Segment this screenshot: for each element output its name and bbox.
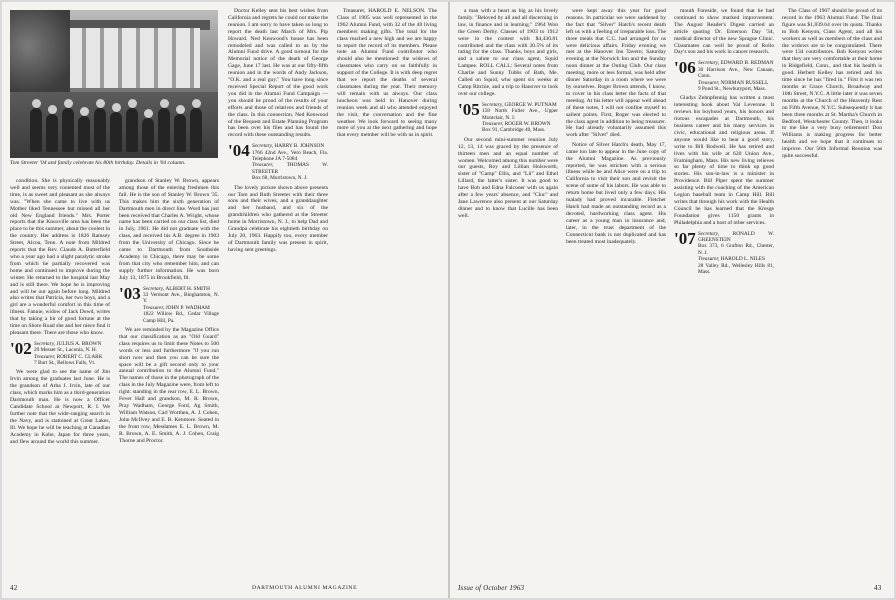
- photo-caption: Tom Streeter '04 and family celebrate his 80th birthday. Details in '04 column.: [10, 160, 186, 166]
- secretary-address: 1766 42nd Ave., Vero Beach, Fla. Telephone JA 7-5084: [252, 149, 328, 163]
- right-column-4: [782, 8, 882, 578]
- left-column-3: [228, 8, 328, 578]
- treasurer-address: 1822 Willow Rd., Cedar Village Camp Hill, Pa.: [143, 311, 219, 324]
- treasurer-address: 9 Pond St., Newburyport, Mass.: [698, 85, 766, 92]
- left-page-number: 42: [10, 584, 18, 592]
- class-year: '02: [10, 338, 32, 358]
- treasurer-address: 28 Valley Rd., Wellesley Hills 81, Mass.: [698, 262, 774, 276]
- article-text: were kept away this year for good reasons. In particular we were saddened by the fact that "Silver" Hatch's recent death left us with a feeling of irreparable loss. The three meals that C.C. had arranged for us were delicious affairs. Friday evening we met at the Hanover Inn Tavern; Saturday evening at the Norwich Inn and the Sunday noon dinner at the Outing Club. Our class meeting, more or less formal, was held after dinner Saturday in a room where we were by ourselves. Roger Brown attends, I know, to cover in his class letter the facts of that meeting. At his letter will appear well ahead of these notes, I will not confine myself to salient points. First, Roger was elected to the class agent in addition to being treasurer. He had already voluntarily assumed this work after "Silver" died.: [566, 8, 666, 139]
- article-text: Doctor Kelley sent his best wishes from California and regrets he could not make the reunion. I am sorry to have taken so long to report the death last March of Mrs. Pip Howard. Ned Kenwood's house has been remodeled and was called to us by the Alumni Fund drive. A good turnout for the Memorial notice of the death of George Gage, June 17 last. He was at our fifty-fifth reunion and in the words of Andy Jackson, "O.K. and a real guy." You have long since received Special Report of the good work you did in the Alumni Fund Campaign — you should be proud of the results of your efforts and those of relatives and friends of the class. In this connection, Ned Kenwood of the Bequest and Estate Planning Program has been over his files and has found the record with these outstanding results.: [228, 8, 328, 139]
- magazine-spread: [2, 2, 894, 598]
- treasurer-name: ROBERT C. CLARK: [56, 353, 103, 360]
- article-text: Treasurer, HAROLD E. NELSON. The Class of 1905 was well represented in the 1962 Alumni Fund, with 32 of the 40 living members making gifts. The total for the class reached a new high and we are happy to report the record of its members. Please note an Alumni Fund contributor who should also be mentioned: the widows of classmates who carry on so faithfully in support of the College. It is with deep regret that we report the deaths of several classmates during the year. Their memory will remain with us always. Our class luncheon was held in Hanover during reunion week and all who attended enjoyed the visit, the conversation and the fine weather. We look forward to seeing many more of you at the next gathering and hope that every member will be with us in spirit.: [337, 8, 437, 139]
- right-column-2: [566, 8, 666, 578]
- class-header-06: '06 Secretary, EDWARD B. REDMAN 30 Harrison Ave., New Canaan, Conn. Treasurer, NORMAN RUSSELL 9 Pond St., Newburyport, Mass.: [674, 58, 774, 92]
- left-column-2: [119, 178, 219, 578]
- secretary-name: EDWARD B. REDMAN: [720, 60, 774, 67]
- secretary-name: GEORGE W. PUTNAM: [504, 101, 557, 108]
- treasurer-address: 7 Burt St., Bellows Falls, Vt.: [34, 360, 96, 367]
- class-year: '06: [674, 58, 696, 78]
- class-year: '07: [674, 228, 696, 248]
- class-header-05: '05 Secretary, GEORGE W. PUTNAM 158 North Fuller Ave., Upper Montclair, N. J. Treasurer, ROGER W. BROWN Box 91, Cambridge 40, Mass.: [458, 99, 558, 134]
- treasurer-name: NORMAN RUSSELL: [720, 79, 769, 86]
- secretary-address: 33 Vermont Ave., Binghamton, N. Y.: [143, 292, 219, 305]
- page-gutter: [448, 2, 450, 598]
- article-text: a man with a heart as big as his lovely family. "Beloved by all and all discerning in law, in finance and in learning." 1964 Won the Green Derby. Classes of 1903 to 1912 were in the contest with $4,430.81 contributed and the class with 30.5% of its rating for the class. Thanks, boys and girls, and a salute to our class agent, Squid Lampee. ROLL CALL: Several notes from Charlie and Sunny Tubbs of Bath, Me. Called on Squid, who spent six weeks at Camp Ritchie, and a trip to Hanover to look over our college.: [458, 8, 558, 97]
- right-issue-line: Issue of October 1963: [458, 584, 525, 592]
- secretary-address: Box 373, 6 Grafton Rd., Chester, N. J.: [698, 243, 774, 256]
- article-text: We are reminded by the Magazine Office that our classification as an "Old Guard" class requires us to limit these Notes to 500 words or less and furthermore "if you run short now and then you can be sure the space will be a gift second only to your annual contribution to the Alumni Fund." The names of those in the photograph of the class in the July Magazine were, from left to right: standing in the rear row, E. L. Brown, Fever Hall and grandson, M. R. Brown, Pray Wadham, George Ford, Ag Smith, William Watson, Carl Worthen, A. J. Cohen, John McIlvey and E. B. Kenmore. Seated in the front row, Mesdames E. L. Brown, M. R. Brown, A. E. Smith, A. J. Cohen, Craig Thorne and Proctor.: [119, 327, 219, 444]
- article-text: Notice of Silver Hatch's death, May 17, came too late to appear in the June copy of the Alumni Magazine. As previously reported, he was stricken with a serious illness while he and Alice were on a trip to California to visit their son and revisit the scene of some of his labors. He was able to return home but lived only a few days. His malady had proved incurable. Fletcher Hatch had made an outstanding record as a devoted, hardworking class agent. His career as a young man in insurance and, later, in the trust department of the Connecticut bank is not duplicated and has been treated most inadequately.: [566, 141, 666, 245]
- right-column-1: [458, 8, 558, 578]
- class-photo: [10, 10, 218, 158]
- left-column-4: [337, 8, 437, 578]
- treasurer-address: Box 68, Morristown, N. J.: [252, 175, 308, 182]
- left-column-1: [10, 178, 110, 578]
- treasurer-address: Box 91, Cambridge 40, Mass.: [482, 127, 546, 134]
- secretary-name: ALBERT H. SMITH: [165, 285, 210, 292]
- right-page-number: 43: [874, 584, 882, 592]
- article-text: Our second mini-summer reunion July 12, 13, 14 was graced by the presence of thirteen men and an equal number of women. Welcomed among this number were our guests, Roy and Lillian Holsworth, sister of "Camp" Ellis, and "Lil" and Ethel Lillard, the latter's sister. It was good to have Bob and Edna Falconer with us again after a few years' absence, and "Cluc" and Jane Lawrence also present at our Saturday dinner and to know that Lucille has been well.: [458, 136, 558, 219]
- class-year: '04: [228, 141, 250, 161]
- class-header-03: '03 Secretary, ALBERT H. SMITH 33 Vermont Ave., Binghamton, N. Y. Treasurer, JOHN P. WADHAM 1822 Willow Rd., Cedar Village Camp Hill, Pa.: [119, 283, 219, 324]
- class-header-07: '07 Secretary, RONALD W. GREENSTEIN Box 373, 6 Grafton Rd., Chester, N. J. Treasurer, HAROLD L. NILES 28 Valley Rd., Wellesley Hills 81, Mass.: [674, 228, 774, 276]
- secretary-address: 29 Messer St., Laconia, N. H.: [34, 347, 97, 354]
- article-text: The lovely picture shown above presents our Tom and Ruth Streeter with their three sons and their wives, and a granddaughter and her husband, and six of the grandchildren who gathered at the Streeter home in Morristown, N. J., to help Dad and Grandpa celebrate his eightieth birthday on July 20, 1963. Happily too, every member of Dartmouth family was present in spirit, having sent greetings.: [228, 184, 328, 253]
- article-text: We were glad to see the name of Jim Irvin among the graduates last June. He is the grandson of Arba J. Irvin, late of our class, which marks him as a third-generation Dartmouth man. He is now a Officer Candidate School at Newport, R. I. We further note that the wide-ranging search in the Navy, and is stationed at Great Lakes, Ill. We hope he will be teaching at Canadian Academy in Kobe, Japan for three years, and flew around the world this summer.: [10, 369, 110, 445]
- class-header-04: '04 Secretary, HARRY B. JOHNSON 1766 42nd Ave., Vero Beach, Fla. Telephone JA 7-5084 Treasurer, THOMAS W. STREETER Box 68, Morristown, N. J.: [228, 141, 328, 182]
- article-text: grandson of Stanley W. Brown, appears among those of the entering freshmen this fall. He is the son of Stanley W. Brown '35. This makes him the sixth generation of Dartmouth men in direct line. Word has just been received that Charles A. Wright, whose name has been carried on our class list, died in July, 1961. He did not graduate with the class, and received his A.B. degree in 1903 from the University of Chicago. Since he came to Dartmouth from Southside Academy in Chicago, there may be some from that city who remember him, and can supply further information. He was born July 13, 1875 in Brookfield, Ill.: [119, 178, 219, 281]
- class-year: '03: [119, 283, 141, 303]
- treasurer-name: THOMAS W. STREETER: [252, 162, 328, 175]
- treasurer-name: HAROLD L. NILES: [720, 256, 765, 263]
- left-running-title: DARTMOUTH ALUMNI MAGAZINE: [252, 585, 358, 591]
- secretary-name: JULIUS A. BROWN: [56, 340, 102, 347]
- secretary-name: HARRY B. JOHNSON: [274, 143, 325, 150]
- treasurer-name: JOHN P. WADHAM: [165, 304, 210, 311]
- secretary-address: 158 North Fuller Ave., Upper Montclair, N. J.: [482, 108, 558, 121]
- class-year: '05: [458, 99, 480, 119]
- article-text: mouth Foreside, we found that he had continued to show marked improvement. The August Reader's Digest carried an article quoting Dr. Emerson Day '34, medical director of the new Sprague Clinic. Classmates can well be proud of Rollo Day's son and his work in cancer research.: [674, 8, 774, 56]
- secretary-address: 30 Harrison Ave., New Canaan, Conn.: [698, 66, 774, 80]
- right-column-3: [674, 8, 774, 578]
- article-text: The Class of 1907 should be proud of its record in the 1963 Alumni Fund. The final figure was $1,839.64 over its quota. Thanks to Bob Kenyon, Class Agent, and all his workers as well as members of the class and the widows are to be congratulated. There were 134 contributors. Bob Kenyon writes that they are very comfortable at their home in Ridgefield, Conn., and that his health is good. Herbert Kelley has retired and his time since he has "fired in." First it was ten months at Grace Church, Broadway and 10th Street, N.Y.C. A little later it was seven months at the Church of the Heavenly Rest on Fifth Avenue, N.Y.C. Subsequently it has been three months at St. Martha's Church in Bedford, Westchester County. Then, it looks to me like a very busy retirement! Don Williams is making progress for better health and we hope that it continues to improve. Our 56th Informal Reunion was quite successful.: [782, 8, 882, 160]
- article-text: condition. She is physically reasonably well and seems very contented most of the time, is as sweet and pleasant as she always was. "When she came to live with us Mother liked Tennessee but missed all her old New England friends." Mrs. Porter reports that the Knoxville area has been the place to be this summer, about the coolest in the country. Her address is 1826 Ramsey Street, Alcoa, Tenn. A note from Mildred reports that the Rev. Claude A. Butterfield who a year ago had a slight paralytic stroke from which he partially recovered was home and continued to improve during the winter. He returned to the hospital last May and is still there. We hope he is improving and will be out again before long. Mildred also writes that Patricia, her two boys, and a girl are a wonderful comfort in this time of illness. Fannie, widow of Jack Dowd, writes that by taking a bit of good fortune at the time on Shore Road she and her niece find it pleasant there. There are those who know.: [10, 178, 110, 336]
- secretary-name: RONALD W. GREENSTEIN: [698, 230, 774, 243]
- article-text: Gladys Zehnpfennig has written a most interesting book about Val Leverone. It reviews his boyhood years, his honors and riotous escapades at Dartmouth, his business career and his many services in civic, educational and religious areas. If anyone would like to hear a good story, write to Bill Bodwell. He has retired and lives with his wife at 620 Union Ave., Framingham, Mass. His new living relieves so far plenty of time to think up good stories. His son-in-law is a minister in Providence. Bill Piper spent the summer assisting with the coaching of the American Legion baseball team in Camp Hill. Bill writes that through his work with the Health Council he has learned that the Kresge Foundation gives 1150 grants in Philadelphia and a host of other services.: [674, 95, 774, 226]
- class-header-02: '02 Secretary, JULIUS A. BROWN 29 Messer St., Laconia, N. H. Treasurer, ROBERT C. CLARK 7 Burt St., Bellows Falls, Vt.: [10, 338, 103, 367]
- treasurer-name: ROGER W. BROWN: [504, 121, 551, 127]
